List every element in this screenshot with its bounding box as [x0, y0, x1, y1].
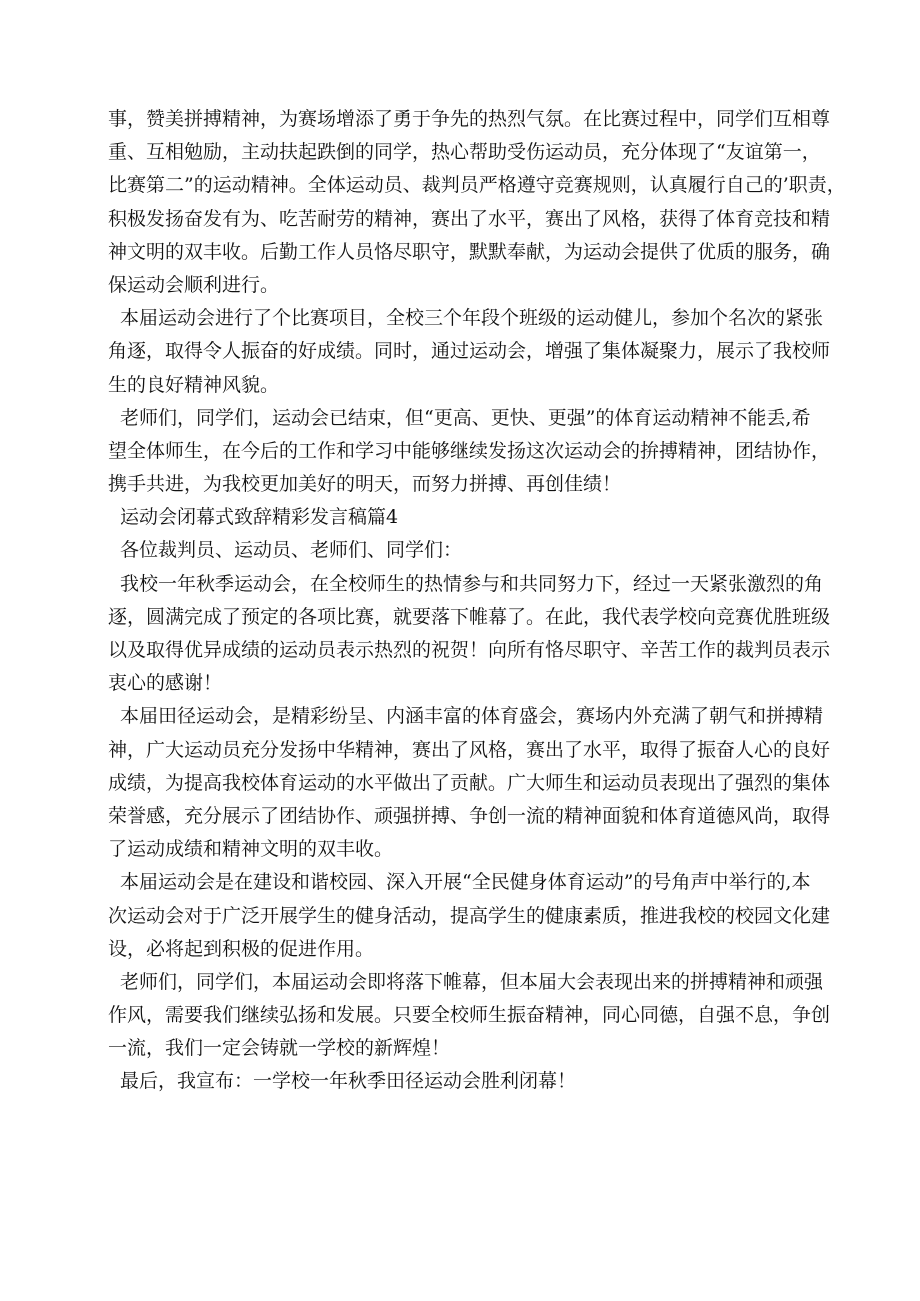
paragraph [108, 302, 838, 402]
text-line: 神文明的双丰收。后勤工作人员恪尽职守，默默奉献，为运动会提供了优质的服务，确 [108, 240, 831, 263]
text-line: 积极发扬奋发有为、吃苦耐劳的精神，赛出了水平，赛出了风格，获得了体育竞技和精 [108, 207, 831, 230]
text-line: 设，必将起到积极的促进作用。 [108, 937, 375, 960]
paragraph [108, 103, 846, 302]
text-line: 本届运动会是在建设和谐校园、深入开展“全民健身体育运动”的号角声中举行的,本 [120, 871, 811, 894]
paragraph [108, 501, 838, 534]
text-line: 本届田径运动会，是精彩纷呈、内涵丰富的体育盛会，赛场内外充满了朝气和拼搏精 [120, 705, 824, 728]
text-line: 了运动成绩和精神文明的双丰收。 [108, 838, 394, 861]
text-line: 各位裁判员、运动员、老师们、同学们： [120, 539, 463, 562]
paragraph [108, 534, 838, 567]
text-line: 角逐，取得令人振奋的好成绩。同时，通过运动会，增强了集体凝聚力，展示了我校师 [108, 340, 831, 363]
document-body [108, 103, 846, 1099]
paragraph [108, 966, 838, 1066]
paragraph [108, 700, 838, 866]
text-line: 老师们，同学们，本届运动会即将落下帷幕，但本届大会表现出来的拼搏精神和顽强 [120, 970, 824, 993]
text-line: 望全体师生，在今后的工作和学习中能够继续发扬这次运动会的拚搏精神，团结协作， [108, 439, 831, 462]
text-line: 携手共进，为我校更加美好的明天，而努力拼搏、再创佳绩！ [108, 473, 622, 496]
text-line: 运动会闭幕式致辞精彩发言稿篇4 [120, 506, 399, 529]
text-line: 荣誉感，充分展示了团结协作、顽强拼搏、争创一流的精神面貌和体育道德风尚，取得 [108, 804, 831, 827]
text-line: 老师们，同学们，运动会已结束，但“更高、更快、更强”的体育运动精神不能丢,希 [120, 406, 811, 429]
text-line: 神，广大运动员充分发扬中华精神，赛出了风格，赛出了水平，取得了振奋人心的良好 [108, 738, 831, 761]
text-line: 保运动会顺利进行。 [108, 273, 280, 296]
text-line: 次运动会对于广泛开展学生的健身活动，提高学生的健康素质，推进我校的校园文化建 [108, 904, 831, 927]
text-line: 我校一年秋季运动会，在全校师生的热情参与和共同努力下，经过一天紧张激烈的角 [120, 572, 824, 595]
paragraph [108, 866, 838, 966]
paragraph [108, 568, 838, 701]
text-line: 比赛第二”的运动精神。全体运动员、裁判员严格遵守竞赛规则，认真履行自己的’职责， [108, 174, 846, 197]
text-line: 事，赞美拼搏精神，为赛场增添了勇于争先的热烈气氛。在比赛过程中，同学们互相尊 [108, 108, 831, 130]
text-line: 成绩，为提高我校体育运动的水平做出了贡献。广大师生和运动员表现出了强烈的集体 [108, 771, 831, 794]
text-line: 重、互相勉励，主动扶起跌倒的同学，热心帮助受伤运动员，充分体现了“友谊第一， [108, 141, 821, 164]
text-line: 衷心的感谢！ [108, 672, 223, 695]
text-line: 生的良好精神风貌。 [108, 373, 280, 396]
text-line: 以及取得优异成绩的运动员表示热烈的祝贺！向所有恪尽职守、辛苦工作的裁判员表示 [108, 639, 831, 661]
text-line: 本届运动会进行了个比赛项目，全校三个年段个班级的运动健儿，参加个名次的紧张 [120, 307, 824, 330]
text-line: 一流，我们一定会铸就一学校的新辉煌！ [108, 1037, 451, 1060]
paragraph [108, 402, 838, 502]
text-line: 最后，我宣布：一学校一年秋季田径运动会胜利闭幕！ [120, 1070, 577, 1093]
text-line: 逐，圆满完成了预定的各项比赛，就要落下帷幕了。在此，我代表学校向竞赛优胜班级 [108, 605, 831, 628]
text-line: 作风，需要我们继续弘扬和发展。只要全校师生振奋精神，同心同德，自强不息，争创 [108, 1004, 831, 1027]
paragraph [108, 1065, 838, 1098]
